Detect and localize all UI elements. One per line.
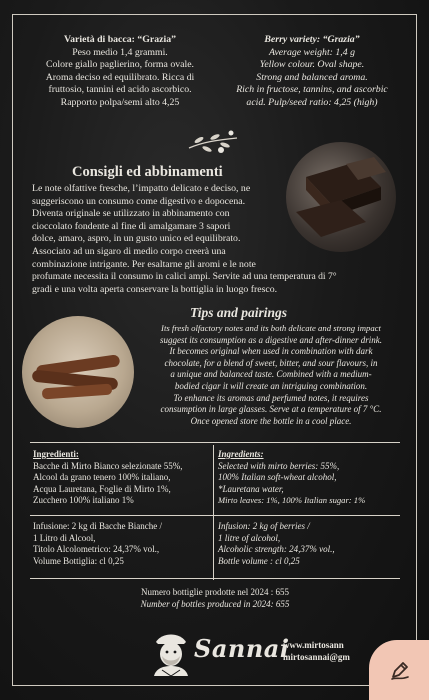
- pairings-en-line: It becomes original when used in combination with dark: [169, 346, 373, 357]
- pairings-en-line: consumption in large glasses. Serve at a temperature of 7 °C.: [160, 404, 382, 415]
- pairings-en-line: suggest its consumption as a digestive and after-dinner drink.: [159, 334, 383, 345]
- pairings-it-line: combinazione intrigante. Per esaltarne gli aromi e le note: [32, 258, 256, 270]
- pen-edit-icon: [388, 658, 412, 682]
- ingredients-en-line: *Lauretana water,: [218, 483, 284, 494]
- ingredients-en-title: Ingredients:: [218, 449, 264, 459]
- shepherd-logo-icon: [148, 626, 194, 676]
- variety-it-line: Rapporto polpa/semi alto 4,25: [60, 96, 180, 108]
- ingredients-en-block: [218, 449, 403, 507]
- pairings-it-line: suggeriscono un consumo come digestivo e dopocena.: [32, 195, 246, 207]
- variety-it-block: [30, 34, 210, 110]
- pairings-en-title: Tips and pairings: [190, 305, 288, 320]
- pairings-en-line: bodied cigar it will create an intriguing combination.: [174, 380, 368, 391]
- variety-it-line: Colore giallo paglierino, forma ovale.: [46, 59, 194, 71]
- recipe-en-line: Alcoholic strength: 24,37% vol.,: [218, 544, 335, 555]
- divider: [30, 578, 400, 579]
- ingredients-it-block: [33, 449, 211, 507]
- production-it: Numero bottiglie prodotte nel 2024 : 655: [141, 587, 289, 597]
- pairings-it-title: Consigli ed abbinamenti: [72, 164, 223, 180]
- recipe-it-line: Titolo Alcolometrico: 24,37% vol.,: [33, 544, 160, 555]
- variety-it-line: Aroma deciso ed equilibrato. Ricca di: [45, 71, 195, 83]
- edit-fab-button[interactable]: [369, 640, 429, 700]
- variety-en-line: Strong and balanced aroma.: [256, 71, 368, 83]
- brand-email: mirtosannai@gm: [283, 651, 350, 662]
- pairings-it-line: Diventa originale se utilizzato in abbinamento con: [32, 208, 230, 220]
- divider: [30, 515, 400, 516]
- variety-en-line: Rich in fructose, tannins, and ascorbic: [236, 84, 388, 96]
- pairings-en-line: Once opened store the bottle in a cool place.: [190, 415, 352, 426]
- recipe-en-line: Bottle volume : cl 0,25: [218, 555, 300, 566]
- brand-contact: [283, 640, 383, 663]
- pairings-en-line: chocolate, for a blend of sweet, bitter, and sour flavours, in: [164, 357, 378, 368]
- recipe-en-line: 1 litre of alcohol,: [218, 532, 281, 543]
- variety-en-line: Average weight: 1,4 g: [269, 46, 355, 58]
- pairings-it-line: cioccolato fondente al fine di amalgamare 3 sapori: [32, 220, 231, 232]
- variety-en-title: Berry variety: “Grazia”: [264, 34, 360, 45]
- pairings-en-line: a unique and balanced taste. Combined with a medium-: [170, 369, 372, 380]
- pairings-en-line: Its fresh olfactory notes and its both delicate and strong impact: [161, 323, 381, 333]
- olive-branch-icon: [185, 128, 241, 158]
- ingredients-en-line: 100% Italian soft-wheat alcohol,: [218, 472, 337, 483]
- variety-it-line: Peso medio 1,4 grammi.: [72, 46, 168, 58]
- brand-name: Sannai: [194, 634, 290, 663]
- pairings-it-line: dolce, amaro, aspro, in un gusto unico ed equilibrato.: [32, 233, 241, 245]
- ingredients-it-line: Bacche di Mirto Bianco selezionate 55%,: [33, 460, 183, 471]
- production-en: Number of bottles produced in 2024: 655: [140, 598, 290, 609]
- ingredients-en-line: Mirto leaves: 1%, 100% Italian sugar: 1%: [218, 495, 366, 506]
- production-block: [20, 587, 410, 610]
- pairings-it-line: Le note olfattive fresche, l’impatto delicato e deciso, ne: [32, 183, 251, 194]
- variety-it-title: Varietà di bacca: “Grazia”: [63, 34, 176, 45]
- variety-en-line: Yellow colour. Oval shape.: [259, 59, 365, 71]
- variety-it-line: fruttosio, tannini ed acido ascorbico.: [48, 84, 192, 96]
- recipe-en-block: [218, 521, 403, 567]
- recipe-en-line: Infusion: 2 kg of berries /: [218, 521, 310, 531]
- variety-en-line: acid. Pulp/seed ratio: 4,25 (high): [246, 96, 378, 108]
- pairings-en-line: To enhance its aromas and perfumed notes, it requires: [173, 392, 369, 403]
- recipe-it-line: Infusione: 2 kg di Bacche Bianche /: [33, 521, 162, 531]
- ingredients-it-title: Ingredienti:: [33, 449, 79, 459]
- variety-en-block: [222, 34, 402, 110]
- recipe-it-block: [33, 521, 211, 567]
- column-divider: [213, 445, 214, 580]
- pairings-it-line: gradi e una volta aperta conservare la bottiglia in luogo fresco.: [32, 283, 278, 295]
- brand-website: www.mirtosann: [283, 640, 344, 650]
- pairings-it-line: Associato ad un sigaro di medio corpo creerà una: [32, 245, 226, 257]
- divider: [30, 442, 400, 443]
- ingredients-it-line: Acqua Lauretana, Foglie di Mirto 1%,: [33, 483, 171, 494]
- pairings-en-text: [126, 323, 416, 427]
- ingredients-it-line: Alcool da grano tenero 100% italiano,: [33, 472, 171, 483]
- pairings-it-line: profumate necessita il consumo in calici ampi. Servite ad una temperatura di 7°: [32, 271, 337, 283]
- pairings-it-text: [32, 183, 402, 296]
- ingredients-it-line: Zucchero 100% italiano 1%: [33, 495, 134, 506]
- ingredients-en-line: Selected with mirto berries: 55%,: [218, 460, 340, 471]
- recipe-it-line: Volume Bottiglia: cl 0,25: [33, 555, 124, 566]
- cigar-photo: [22, 316, 134, 428]
- recipe-it-line: 1 Litro di Alcool,: [33, 532, 96, 543]
